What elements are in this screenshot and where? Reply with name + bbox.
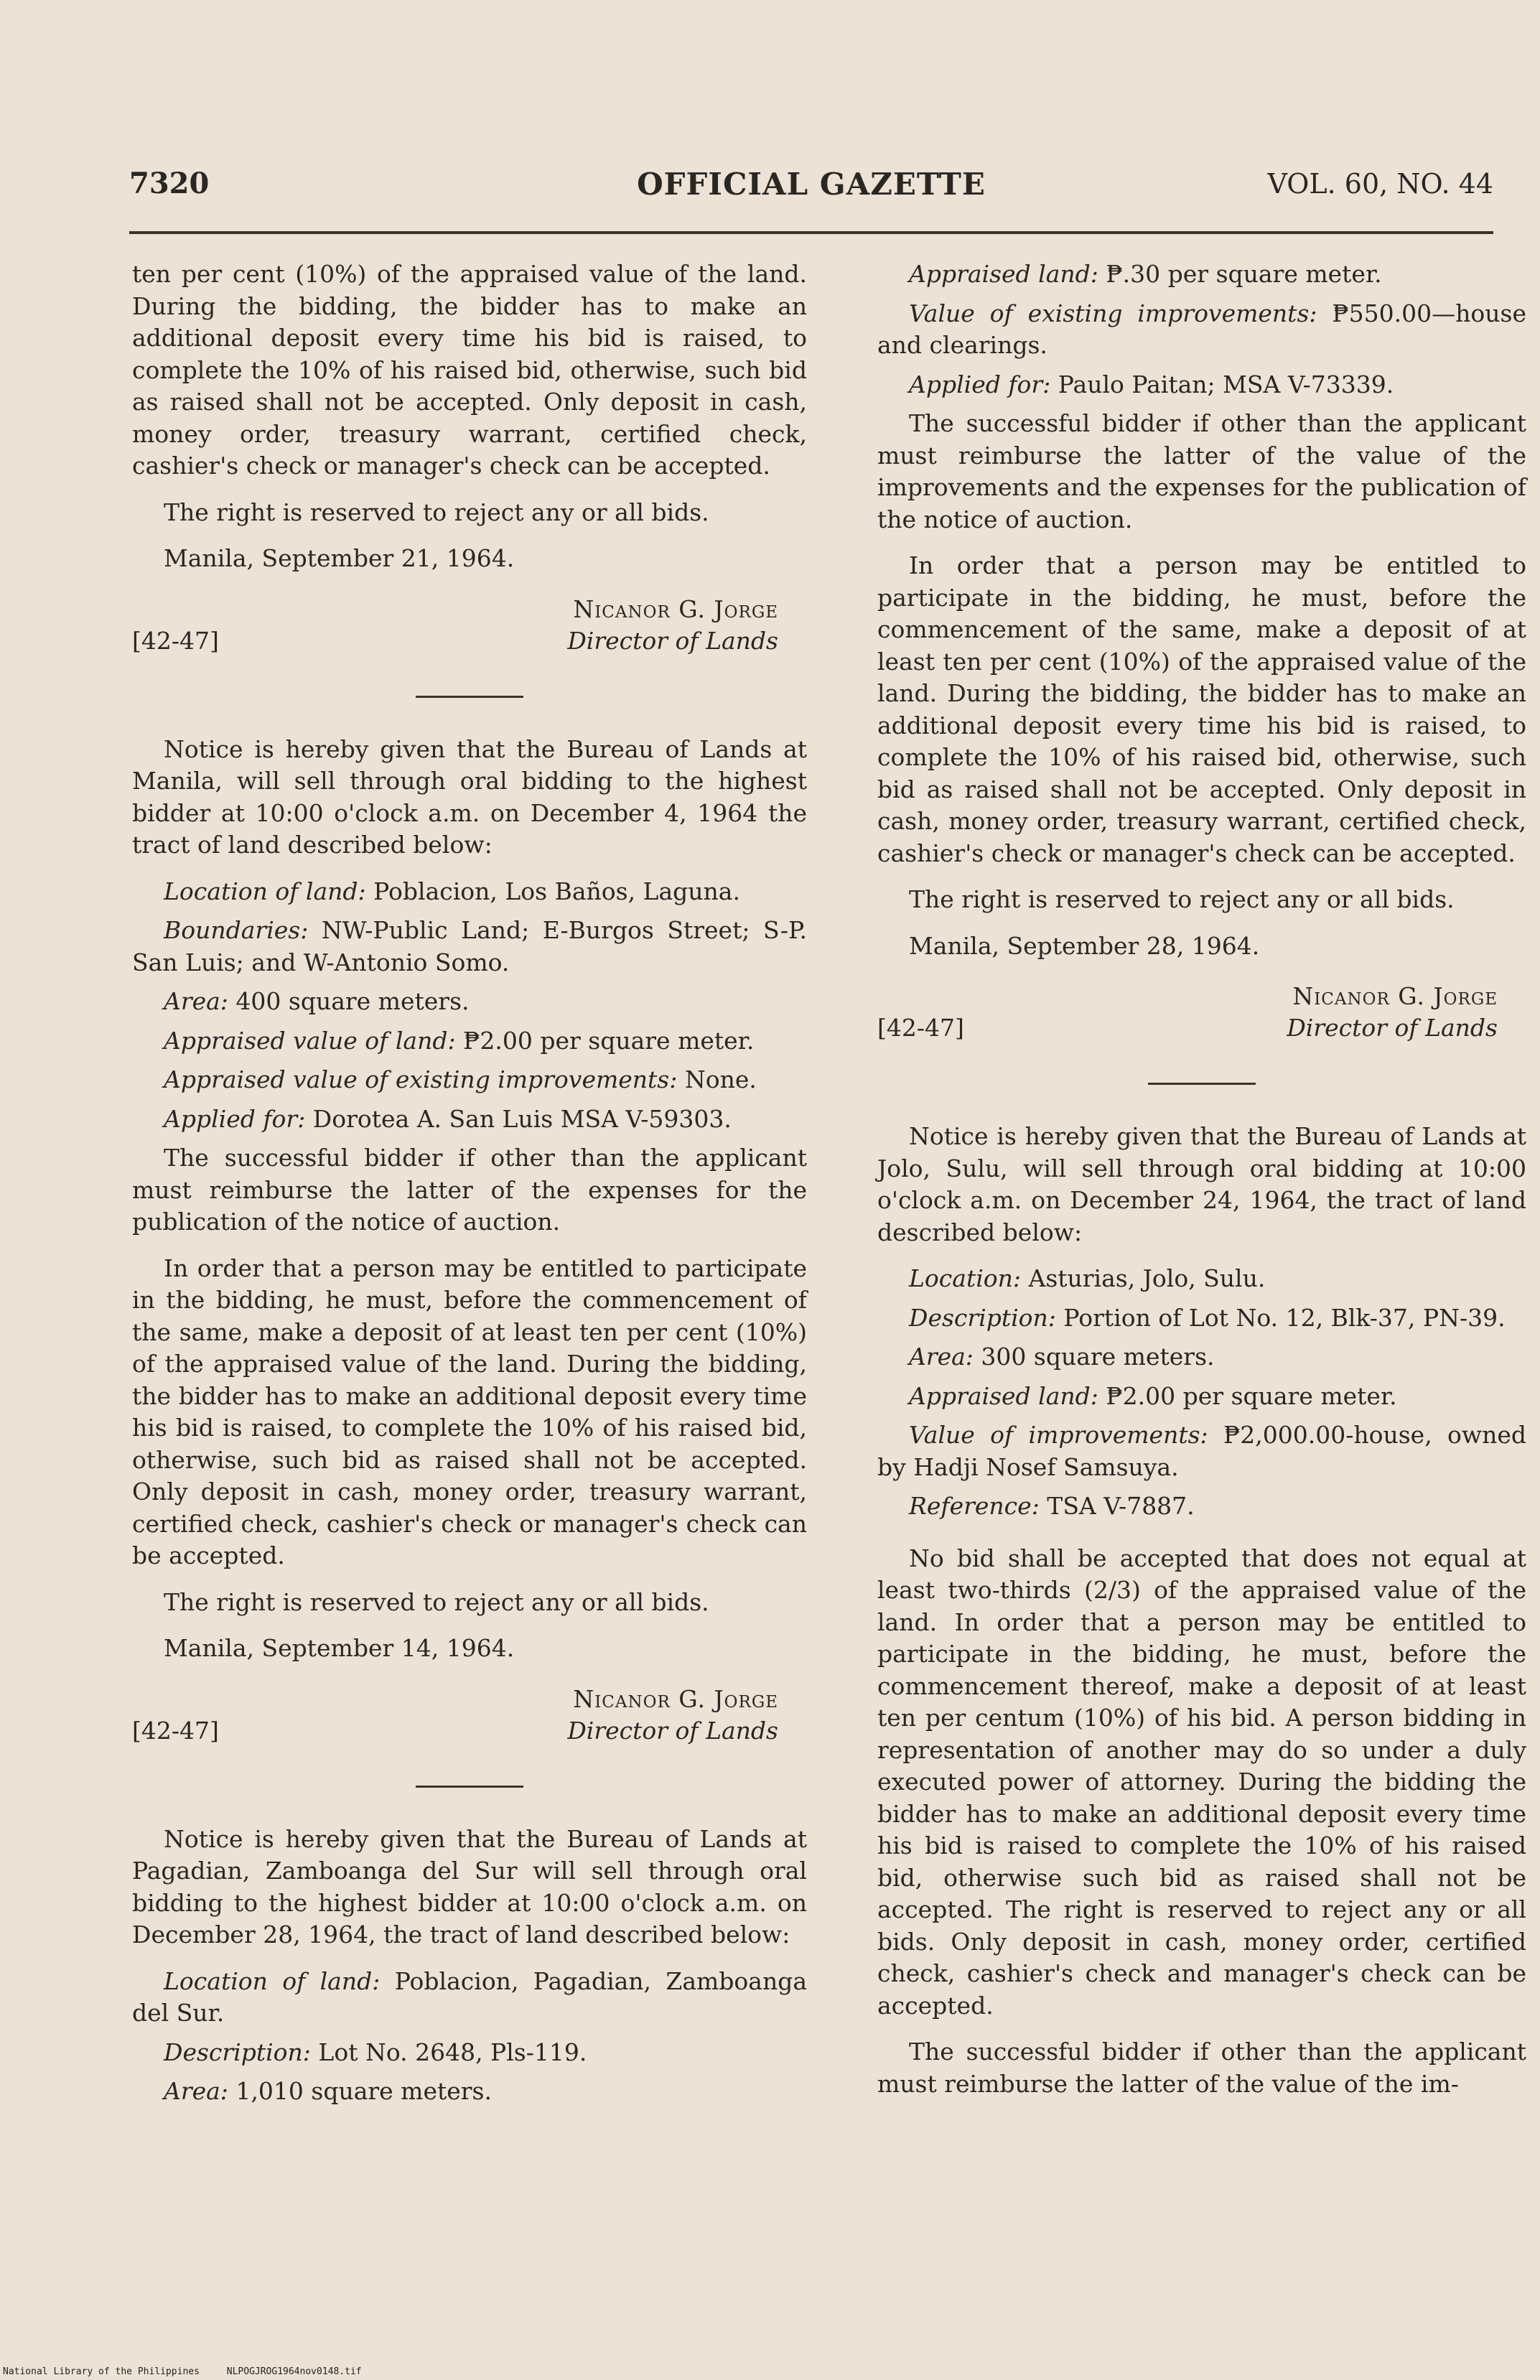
field-label: Description:: [909, 1303, 1056, 1332]
field-value: ₱2,000.00-house, owned by Hadji Nosef Samsuya.: [877, 1421, 1526, 1481]
area-field: [132, 986, 807, 1018]
signatory-title: Director of Lands: [567, 1716, 778, 1745]
field-value: 1,010 square meters.: [228, 2077, 492, 2105]
field-label: Boundaries:: [164, 916, 309, 944]
section-divider: [416, 1786, 523, 1788]
continued-paragraph: ten per cent (10%) of the appraised value of the land. During the bidding, the bidder has to make an additional deposit every time his bid is raised, to complete the 10% of his raised bid, otherwise, such bid as raised shall not be accepted. Only deposit in cash, money order, treasury warrant, certified check, cashier's check or manager's check can be accepted.: [132, 260, 807, 480]
field-value: Poblacion, Pagadian, Zamboanga del Sur.: [132, 1966, 807, 2027]
field-label: Appraised value of land:: [164, 1026, 456, 1055]
notice-reference: [42-47]: [132, 626, 219, 655]
notice-reference: [42-47]: [132, 1716, 219, 1745]
field-label: Description:: [164, 2038, 311, 2066]
field-value: Dorotea A. San Luis MSA V-59303.: [305, 1104, 732, 1133]
field-value: TSA V-7887.: [1039, 1492, 1195, 1520]
signatory-name: Nicanor G. Jorge: [1292, 982, 1498, 1010]
field-label: Appraised land:: [909, 260, 1098, 288]
signatory-name: Nicanor G. Jorge: [573, 594, 778, 623]
scan-credit: [3, 2366, 383, 2377]
location-field: [877, 1263, 1526, 1295]
deposit-terms: In order that a person may be entitled to participate in the bidding, he must, before the commencement of the same, make a deposit of at least ten per cent (10%) of the appraised value of the land. During the bidding, the bidder has to make an additional deposit every time his bid is raised, to complete the 10% of his raised bid, otherwise, such bid as raised shall not be accepted. Only deposit in cash, money order, treasury warrant, certified check, cashier's check or manager's check can be accepted.: [877, 551, 1526, 867]
file-name: NLPOGJROG1964nov0148.tif: [226, 2366, 362, 2377]
section-divider: [416, 696, 523, 698]
boundaries-field: [132, 915, 807, 979]
dateline: Manila, September 21, 1964.: [164, 544, 515, 572]
reserve-text: The right is reserved to reject any or all bids.: [164, 1587, 709, 1616]
field-value: NW-Public Land; E-Burgos Street; S-P. San Luis; and W-Antonio Somo.: [132, 916, 807, 976]
reserve-text: The right is reserved to reject any or all bids.: [909, 885, 1455, 913]
field-value: 400 square meters.: [228, 987, 470, 1015]
dateline: Manila, September 14, 1964.: [164, 1634, 515, 1662]
appraised-value-field: [877, 258, 1526, 291]
field-value: Asturias, Jolo, Sulu.: [1021, 1264, 1266, 1292]
notice-intro: Notice is hereby given that the Bureau of Lands at Manila, will sell through oral bidding to the highest bidder at 10:00 o'clock a.m. on December 4, 1964 the tract of land described below:: [132, 734, 807, 859]
description-field: [132, 2037, 807, 2069]
field-label: Applied for:: [164, 1104, 306, 1133]
notice-intro: Notice is hereby given that the Bureau of Lands at Pagadian, Zamboanga del Sur will sell through oral bidding to the highest bidder at 10:00 o'clock a.m. on December 28, 1964, the tract of land described below:: [132, 1824, 807, 1949]
section-divider: [1148, 1083, 1256, 1085]
improvements-field: [132, 1064, 807, 1096]
field-label: Area:: [909, 1343, 974, 1371]
field-value: 300 square meters.: [973, 1343, 1215, 1371]
library-credit: National Library of the Philippines: [3, 2366, 200, 2377]
left-column: [132, 258, 807, 2115]
field-value: ₱2.00 per square meter.: [455, 1026, 755, 1055]
field-value: Portion of Lot No. 12, Blk-37, PN-39.: [1055, 1303, 1506, 1332]
page-header: [129, 167, 1493, 210]
signature-block: [132, 594, 807, 660]
signatory-title: Director of Lands: [1287, 1014, 1498, 1042]
field-label: Area:: [164, 987, 228, 1015]
reference-field: [877, 1490, 1526, 1523]
applied-for-field: [132, 1103, 807, 1136]
field-label: Applied for:: [909, 370, 1051, 398]
notice-reference: [42-47]: [877, 1014, 964, 1042]
field-value: Lot No. 2648, Pls-119.: [310, 2038, 587, 2066]
field-value: ₱2.00 per square meter.: [1098, 1381, 1397, 1410]
signatory-title: Director of Lands: [567, 626, 778, 655]
bid-terms: No bid shall be accepted that does not equal at least two-thirds (2/3) of the appraised value of the land. In order that a person may be entitled to participate in the bidding, he must, before the commencement thereof, make a deposit of at least ten per centum (10%) of his bid. A person bidding in representation of another may do so under a duly executed power of attorney. During the bidding the bidder has to make an additional deposit every time his bid is raised to complete the 10% of his raised bid, otherwise such bid as raised shall not be accepted. The right is reserved to reject any or all bids. Only deposit in cash, money order, certified check, cashier's check and manager's check can be accepted.: [877, 1544, 1526, 2020]
field-label: Area:: [164, 2077, 228, 2105]
field-label: Reference:: [909, 1492, 1040, 1520]
field-value: ₱.30 per square meter.: [1098, 260, 1382, 288]
appraised-value-field: [877, 1381, 1526, 1413]
signatory-name: Nicanor G. Jorge: [573, 1684, 778, 1713]
applied-for-field: [877, 369, 1526, 401]
signature-block: [877, 981, 1526, 1047]
notice-intro: Notice is hereby given that the Bureau of Lands at Jolo, Sulu, will sell through oral bidding at 10:00 o'clock a.m. on December 24, 1964, the tract of land described below:: [877, 1122, 1526, 1246]
location-field: [132, 1966, 807, 2030]
description-field: [877, 1302, 1526, 1335]
field-value: Paulo Paitan; MSA V-73339.: [1050, 370, 1394, 398]
appraised-value-field: [132, 1025, 807, 1058]
field-label: Location:: [909, 1264, 1021, 1292]
field-value: None.: [677, 1065, 757, 1093]
field-value: Poblacion, Los Baños, Laguna.: [365, 877, 740, 905]
field-label: Value of improvements:: [909, 1421, 1208, 1449]
field-label: Location of land:: [164, 877, 366, 905]
page-number: 7320: [129, 167, 210, 200]
reserve-text: The right is reserved to reject any or all bids.: [164, 498, 709, 526]
reimburse-text: The successful bidder if other than the applicant must reimburse the latter of the value of the im-: [877, 2038, 1526, 2098]
reimburse-text: The successful bidder if other than the applicant must reimburse the latter of the value of the improvements and the expenses for the publication of the notice of auction.: [877, 409, 1526, 533]
field-label: Appraised value of existing improvements:: [164, 1065, 678, 1093]
header-rule: [129, 231, 1493, 234]
gazette-title: OFFICIAL GAZETTE: [637, 167, 986, 202]
improvements-field: [877, 298, 1526, 362]
location-field: [132, 876, 807, 908]
dateline: Manila, September 28, 1964.: [909, 931, 1260, 960]
field-label: Location of land:: [164, 1966, 381, 1995]
reimburse-text: The successful bidder if other than the applicant must reimburse the latter of the expenses for the publication of the notice of auction.: [132, 1144, 807, 1236]
right-column: [877, 258, 1526, 2114]
volume-info: VOL. 60, NO. 44: [1267, 168, 1493, 200]
improvements-field: [877, 1419, 1526, 1483]
area-field: [877, 1341, 1526, 1373]
field-label: Value of existing improvements:: [909, 299, 1317, 327]
field-value: ₱550.00—house and clearings.: [877, 299, 1526, 359]
signature-block: [132, 1684, 807, 1750]
area-field: [132, 2076, 807, 2108]
field-label: Appraised land:: [909, 1381, 1098, 1410]
deposit-terms: In order that a person may be entitled to participate in the bidding, he must, before the commencement of the same, make a deposit of at least ten per cent (10%) of the appraised value of the land. During the bidding, the bidder has to make an additional deposit every time his bid is raised, to complete the 10% of his raised bid, otherwise, such bid as raised shall not be accepted. Only deposit in cash, money order, treasury warrant, certified check, cashier's check or manager's check can be accepted.: [132, 1254, 807, 1569]
